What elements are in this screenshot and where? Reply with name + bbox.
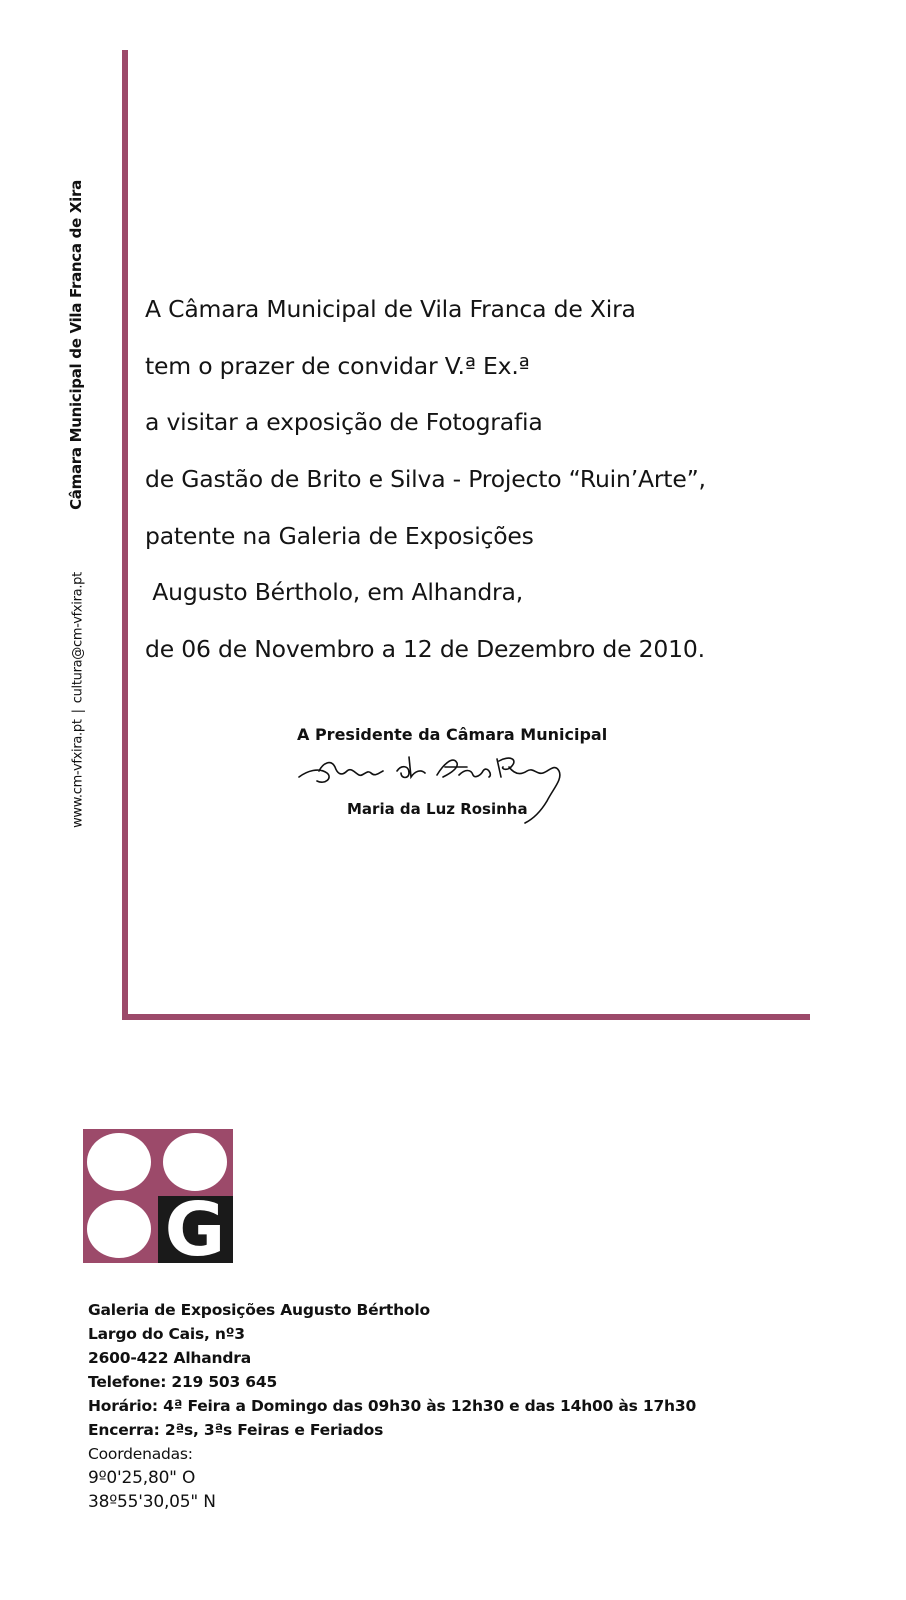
gallery-closed: Encerra: 2ªs, 3ªs Feiras e Feriados: [88, 1421, 384, 1439]
invitation-line: tem o prazer de convidar V.ª Ex.ª: [145, 351, 530, 380]
gallery-address: Largo do Cais, nº3: [88, 1325, 245, 1343]
signature-title: A Presidente da Câmara Municipal: [297, 725, 608, 744]
signatory-name: Maria da Luz Rosinha: [347, 800, 528, 818]
invitation-line: A Câmara Municipal de Vila Franca de Xira: [145, 295, 636, 323]
gallery-coordinate-north: 38º55'30,05" N: [88, 1492, 216, 1512]
invitation-line: Augusto Bértholo, em Alhandra,: [145, 578, 523, 607]
gallery-info: [88, 1298, 696, 1514]
gallery-hours: Horário: 4ª Feira a Domingo das 09h30 às 12h30 e das 14h00 às 17h30: [88, 1397, 697, 1415]
invitation-line: patente na Galeria de Exposições: [145, 521, 534, 550]
invitation-line: de 06 de Novembro a 12 de Dezembro de 2010.: [145, 635, 705, 664]
website-link[interactable]: www.cm-vfxira.pt: [70, 719, 86, 828]
gallery-name: Galeria de Exposições Augusto Bértholo: [88, 1301, 430, 1319]
email-link[interactable]: cultura@cm-vfxira.pt: [70, 572, 86, 704]
gallery-logo: [83, 1129, 233, 1263]
side-contacts: [71, 572, 86, 828]
gallery-phone: Telefone: 219 503 645: [88, 1373, 278, 1391]
frame-border-vertical: [122, 50, 128, 1020]
signature-block: [297, 725, 608, 818]
invitation-line: de Gastão de Brito e Silva - Projecto “Ruin’Arte”,: [145, 465, 706, 494]
invitation-line: a visitar a exposição de Fotografia: [145, 408, 543, 437]
logo-letter: G: [164, 1187, 226, 1263]
invitation-text: [145, 281, 706, 678]
gallery-postal: 2600-422 Alhandra: [88, 1349, 251, 1367]
frame-border-horizontal: [122, 1014, 810, 1020]
side-organization-label: Câmara Municipal de Vila Franca de Xira: [67, 180, 85, 510]
contacts-separator: |: [70, 709, 86, 714]
gallery-coordinate-west: 9º0'25,80" O: [88, 1468, 196, 1488]
gallery-coordinates-label: Coordenadas:: [88, 1445, 193, 1463]
